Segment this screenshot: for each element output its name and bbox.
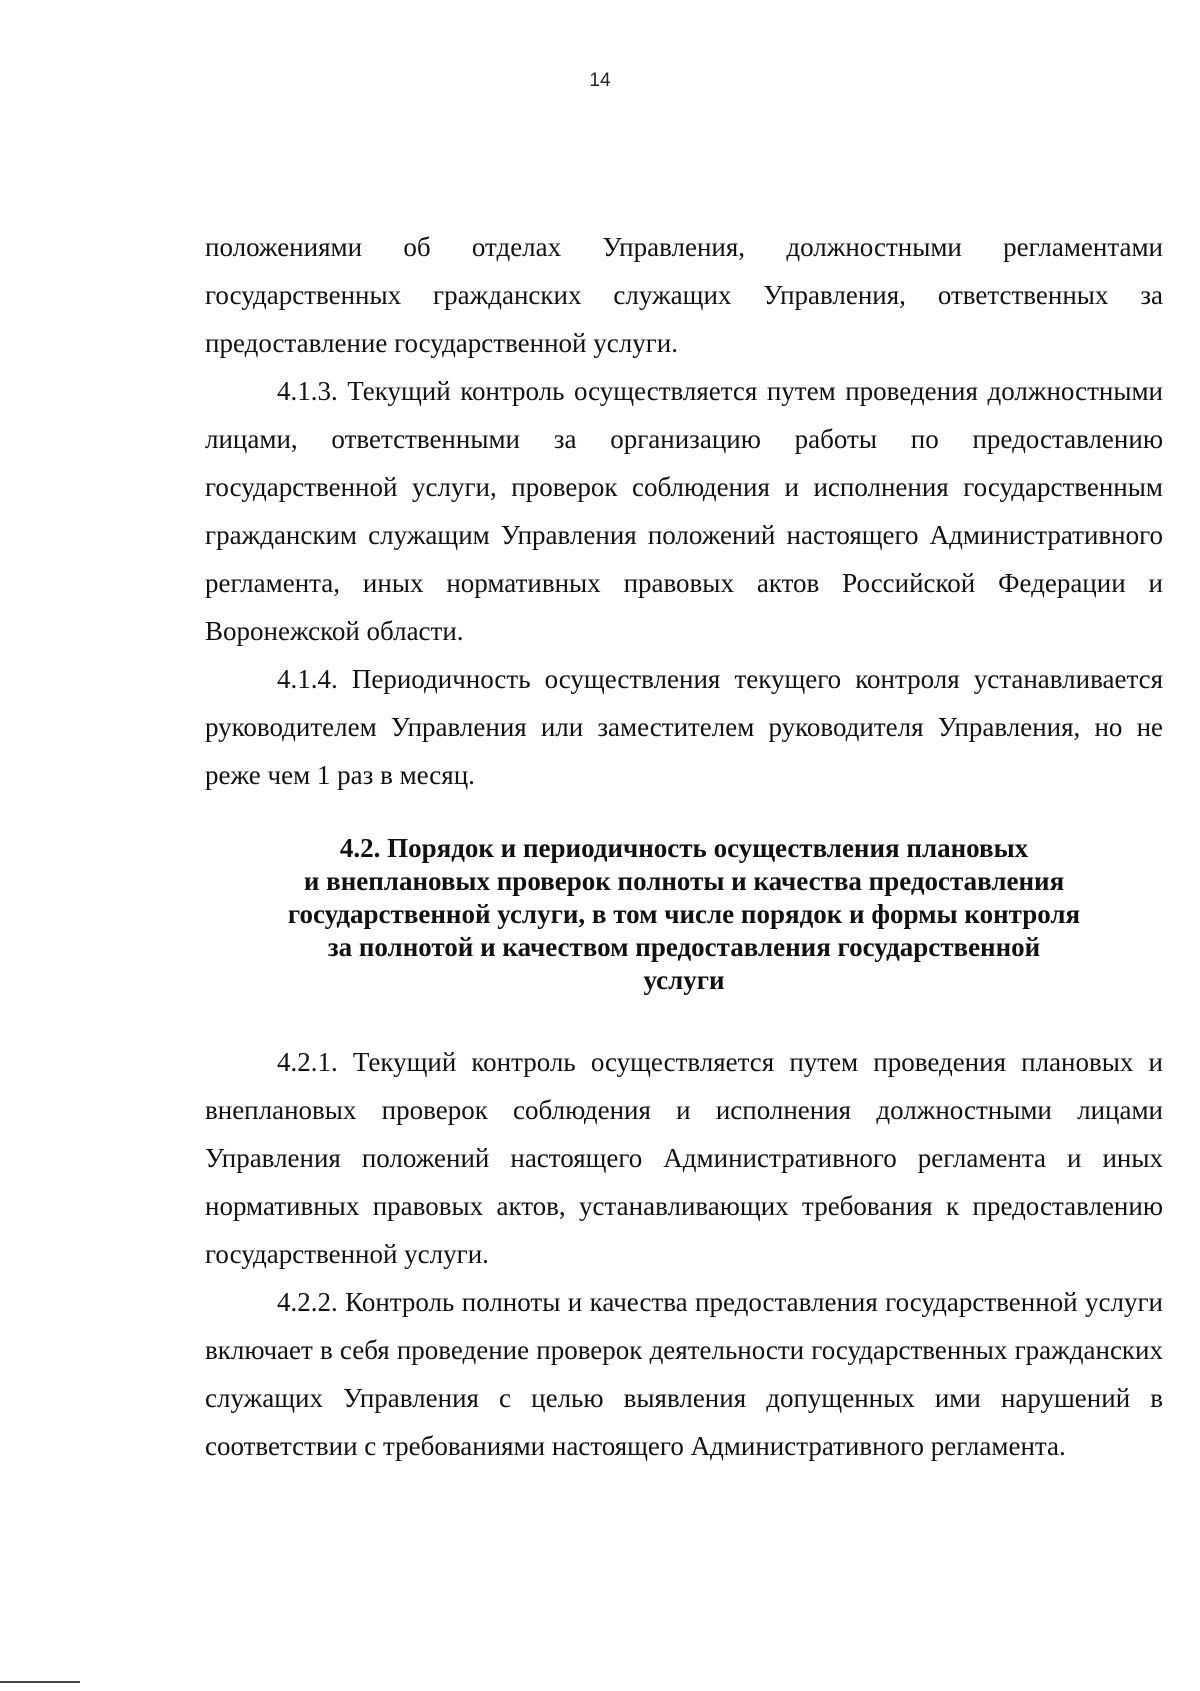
heading-line: и внеплановых проверок полноты и качества предоставления: [303, 866, 1065, 896]
text-block-section-4-1: [205, 223, 1163, 799]
paragraph-4-2-1: 4.2.1. Текущий контроль осуществляется путем проведения плановых и внеплановых проверок соблюдения и исполнения должностными лицами Управления положений настоящего Административного регламента и иных нормативных правовых актов, устанавливающих требования к предоставлению государственной услуги.: [205, 1047, 1163, 1269]
section-heading-4-2: [205, 832, 1163, 997]
text-block-section-4-2: [205, 1038, 1163, 1470]
heading-line: за полнотой и качеством предоставления государственной: [327, 932, 1041, 962]
page-number: 14: [589, 70, 611, 91]
paragraph-4-1-4: 4.1.4. Периодичность осуществления текущего контроля устанавливается руководителем Управления или заместителем руководителя Управления, но не реже чем 1 раз в месяц.: [205, 664, 1163, 790]
scan-edge-mark: [0, 1681, 80, 1683]
heading-line: услуги: [643, 965, 725, 995]
heading-line: государственной услуги, в том числе порядок и формы контроля: [287, 899, 1081, 929]
paragraph-4-1-3: 4.1.3. Текущий контроль осуществляется путем проведения должностными лицами, ответственными за организацию работы по предоставлению государственной услуги, проверок соблюдения и исполнения государственным гражданским служащим Управления положений настоящего Административного регламента, иных нормативных правовых актов Российской Федерации и Воронежской области.: [205, 376, 1163, 646]
paragraph-continuation: положениями об отделах Управления, должностными регламентами государственных гражданских служащих Управления, ответственных за предоставление государственной услуги.: [205, 232, 1163, 358]
paragraph-4-2-2: 4.2.2. Контроль полноты и качества предоставления государственной услуги включает в себя проведение проверок деятельности государственных гражданских служащих Управления с целью выявления допущенных ими нарушений в соответствии с требованиями настоящего Административного регламента.: [205, 1287, 1163, 1461]
heading-line: 4.2. Порядок и периодичность осуществления плановых: [339, 833, 1029, 863]
